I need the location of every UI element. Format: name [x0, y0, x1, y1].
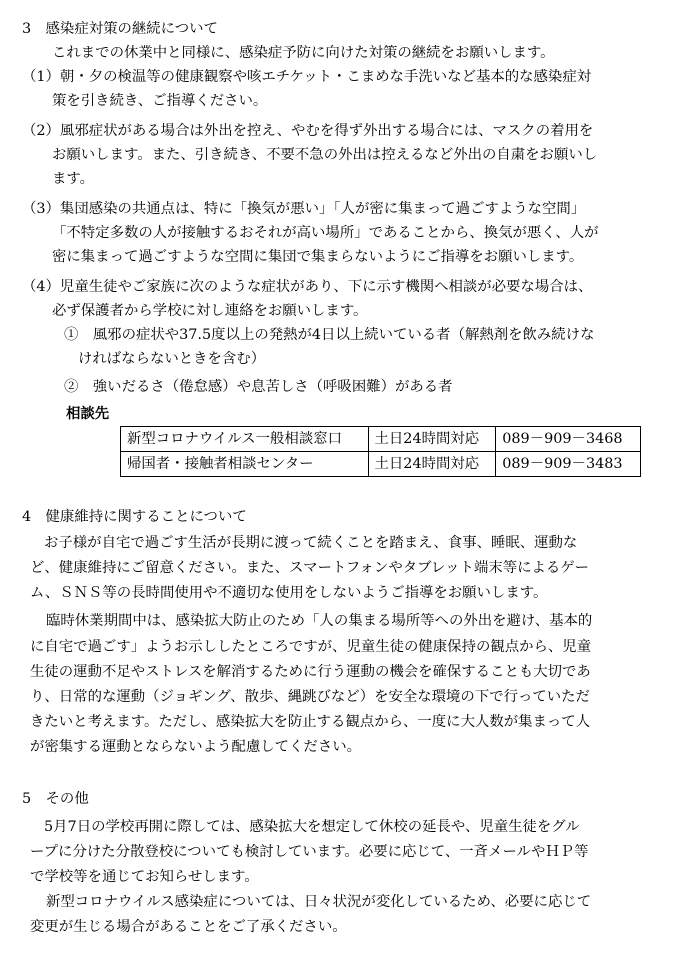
contact-phone: 089－909－3468: [496, 427, 641, 452]
list-item-line: ます。: [52, 171, 95, 187]
list-item-line: （2）風邪症状がある場合は外出を控え、やむを得ず外出する場合には、マスクの着用を: [22, 123, 594, 139]
contacts-table: [120, 426, 641, 477]
list-item-line: 策を引き続き、ご指導ください。: [52, 93, 268, 109]
paragraph-line: ープに分けた分散登校についても検討しています。必要に応じて、一斉メールやＨＰ等: [30, 844, 589, 860]
paragraph-line: 変更が生じる場合があることをご了承ください。: [30, 919, 347, 935]
section-heading: 4 健康維持に関することについて: [22, 509, 247, 525]
list-item-line: 必ず保護者から学校に対し連絡をお願いします。: [52, 303, 368, 319]
paragraph-line: ど、健康維持にご留意ください。また、スマートフォンやタブレット端末等によるゲー: [30, 560, 590, 576]
list-item-line: （4）児童生徒やご家族に次のような症状があり、下に示す機関へ相談が必要な場合は、: [22, 279, 593, 295]
section-heading: 3 感染症対策の継続について: [22, 21, 218, 37]
section-heading: 5 その他: [22, 791, 89, 807]
paragraph-line: で学校等を通じてお知らせします。: [30, 869, 259, 885]
list-item-line: 密に集まって過ごすような空間に集団で集まらないようにご指導をお願いします。: [52, 249, 584, 265]
contact-hours: 土日24時間対応: [368, 452, 496, 477]
paragraph-line: きたいと考えます。ただし、感染拡大を防止する観点から、一度に大人数が集まって人: [30, 714, 591, 730]
list-item-line: 「不特定多数の人が接触するおそれが高い場所」であることから、換気が悪く、人が: [52, 225, 599, 241]
table-row: [121, 427, 641, 452]
contact-phone: 089－909－3483: [496, 452, 641, 477]
contact-hours: 土日24時間対応: [368, 427, 496, 452]
paragraph-line: 臨時休業期間中は、感染拡大防止のため「人の集まる場所等への外出を避け、基本的: [46, 613, 593, 629]
contact-name: 新型コロナウイルス一般相談窓口: [121, 427, 369, 452]
list-item-line: （1）朝・夕の検温等の健康観察や咳エチケット・こまめな手洗いなど基本的な感染症対: [22, 69, 592, 85]
paragraph-line: 新型コロナウイルス感染症については、日々状況が変化しているため、必要に応じて: [46, 894, 592, 910]
table-row: [121, 452, 641, 477]
paragraph-line: に自宅で過ごす」ようお示ししたところですが、児童生徒の健康保持の観点から、児童: [30, 639, 592, 655]
paragraph-line: 5月7日の学校再開に際しては、感染拡大を想定して休校の延長や、児童生徒をグル: [44, 819, 580, 835]
paragraph-line: ム、ＳＮＳ等の長時間使用や不適切な使用をしないようご指導をお願いします。: [30, 585, 548, 601]
contacts-label: 相談先: [66, 405, 110, 422]
paragraph-line: 生徒の運動不足やストレスを解消するために行う運動の機会を確保することも大切であ: [30, 664, 591, 680]
paragraph-line: り、日常的な運動（ジョギング、散歩、縄跳びなど）を安全な環境の下で行っていただ: [30, 689, 590, 705]
paragraph-line: が密集する運動とならないよう配慮してください。: [30, 739, 361, 755]
symptom-line: ① 風邪の症状や37.5度以上の発熱が4日以上続いている者（解熱剤を飲み続けな: [64, 327, 595, 343]
paragraph-line: お子様が自宅で過ごす生活が長期に渡って続くことを踏まえ、食事、睡眠、運動な: [44, 535, 578, 551]
list-item-line: （3）集団感染の共通点は、特に「換気が悪い」「人が密に集まって過ごすような空間」: [22, 201, 586, 217]
contact-name: 帰国者・接触者相談センター: [121, 452, 369, 477]
paragraph-line: これまでの休業中と同様に、感染症予防に向けた対策の継続をお願いします。: [52, 45, 555, 61]
symptom-line: ければならないときを含む）: [78, 351, 266, 367]
list-item-line: お願いします。また、引き続き、不要不急の外出は控えるなど外出の自粛をお願いし: [52, 147, 598, 163]
symptom-line: ② 強いだるさ（倦怠感）や息苦しさ（呼吸困難）がある者: [64, 379, 453, 395]
